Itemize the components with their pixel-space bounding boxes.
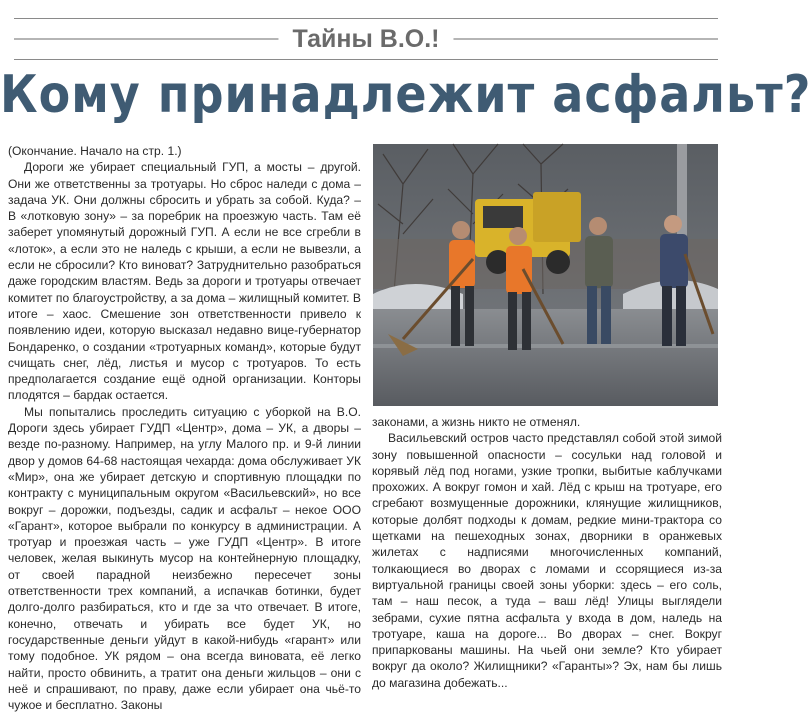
paragraph: Мы попытались проследить ситуацию с уборкой на В.О. Дороги здесь убирает ГУДП «Центр», дома – УК, а дворы – везде по-разному. Например, на углу Малого пр. и 9-й линии двор у домов 64-68 настоящая чехарда: дома обслуживает УК «Мир», она же убирает детскую и спортивную площадки по контракту с муниципальным округом «Васильевский», но все вокруг – дорожки, подъезды, садик и асфальт – некое ООО «Гарант», которое выбрали по конкурсу в администрации. А тротуар и проезжая часть – уже ГУДП «Центр». В итоге человек, желая выкинуть мусор на контейнерную площадку, от своей парадной неизбежно пересечет зоны ответственности трех компаний, а испачкав ботинки, будет долго-долго разбираться, кто и где за что отвечает. В итоге, конечно, отвечать и убирать все будет УК, но государственные деньги уйдут в какой-нибудь «гарант» или тому подобное. УК рядом – она всегда виновата, её легко найти, просто обвинить, а тратит она деньги жильцов – они с неё и спрашивают, по праву, даже если убирает она чьё-то чужое и бесплатно. Законы <box>8 404 361 713</box>
paragraph-continuation: законами, а жизнь никто не отменял. <box>372 415 581 429</box>
article-column-right <box>372 414 722 690</box>
street-cleaning-photo-icon <box>373 144 718 406</box>
article-column-left <box>8 143 361 713</box>
article-headline: Кому принадлежит асфальт? <box>0 63 811 125</box>
rubric-title: Тайны В.О.! <box>278 24 453 54</box>
paragraph: Дороги же убирает специальный ГУП, а мосты – другой. Они же ответственны за тротуары. Но сброс наледи с дома – задача УК. Они должны сбросить и убрать за собой. Куда? – В «лотковую зону» – за поребрик на проезжую часть. Там её заберет упомянутый дорожный ГУП. А если не все сгребли в «лоток», а если это не наледь с крыши, а если не вывезли, а если не сбросили? Кто виноват? Затруднительно разобраться даже городским властям. Ведь за дороги и тротуары отвечает комитет по благоустройству, а за дома – жилищный комитет. В итоге – хаос. Смешение зон ответственности привело к появлению идеи, которую высказал недавно вице-губернатор Бондаренко, о создании «тротуарных команд», которые будут счищать снег, лёд, листья и мусор с тротуаров. То есть предполагается создание ещё одной организации. Конторы плодятся – бардак остается. <box>8 160 361 403</box>
rubric-rule-top <box>14 18 718 19</box>
continuation-note: (Окончание. Начало на стр. 1.) <box>8 144 182 158</box>
rubric-header <box>14 18 718 60</box>
article-photo <box>373 144 718 406</box>
paragraph: Васильевский остров часто представлял собой этой зимой зону повышенной опасности – сосульки над головой и корявый лёд под ногами, узкие тропки, выбитые каблучками прохожих. А вокруг гомон и хай. Лёд с крыш на тротуаре, его сгребают возмущенные дорожники, клянущие жилищников, которые долбят подходы к домам, редкие мини-трактора со щетками на пешеходных зонах, дворники в оранжевых жилетах с надписями многочисленных компаний, толкающиеся во дворах с ломами и ссорящиеся из-за виртуальной границы своей зоны уборки: здесь – его соль, там – наш песок, а туда – ваш лёд! Улицы выглядели зебрами, сухие пятна асфальта у входа в дом, наледь на тротуаре, каша на дороге... Во дворах – снег. Вокруг припаркованы машины. На чьей они земле? Кто убирает вокруг да около? Жилищники? «Гаранты»? Эх, нам бы лишь до магазина добежать... <box>372 431 722 690</box>
